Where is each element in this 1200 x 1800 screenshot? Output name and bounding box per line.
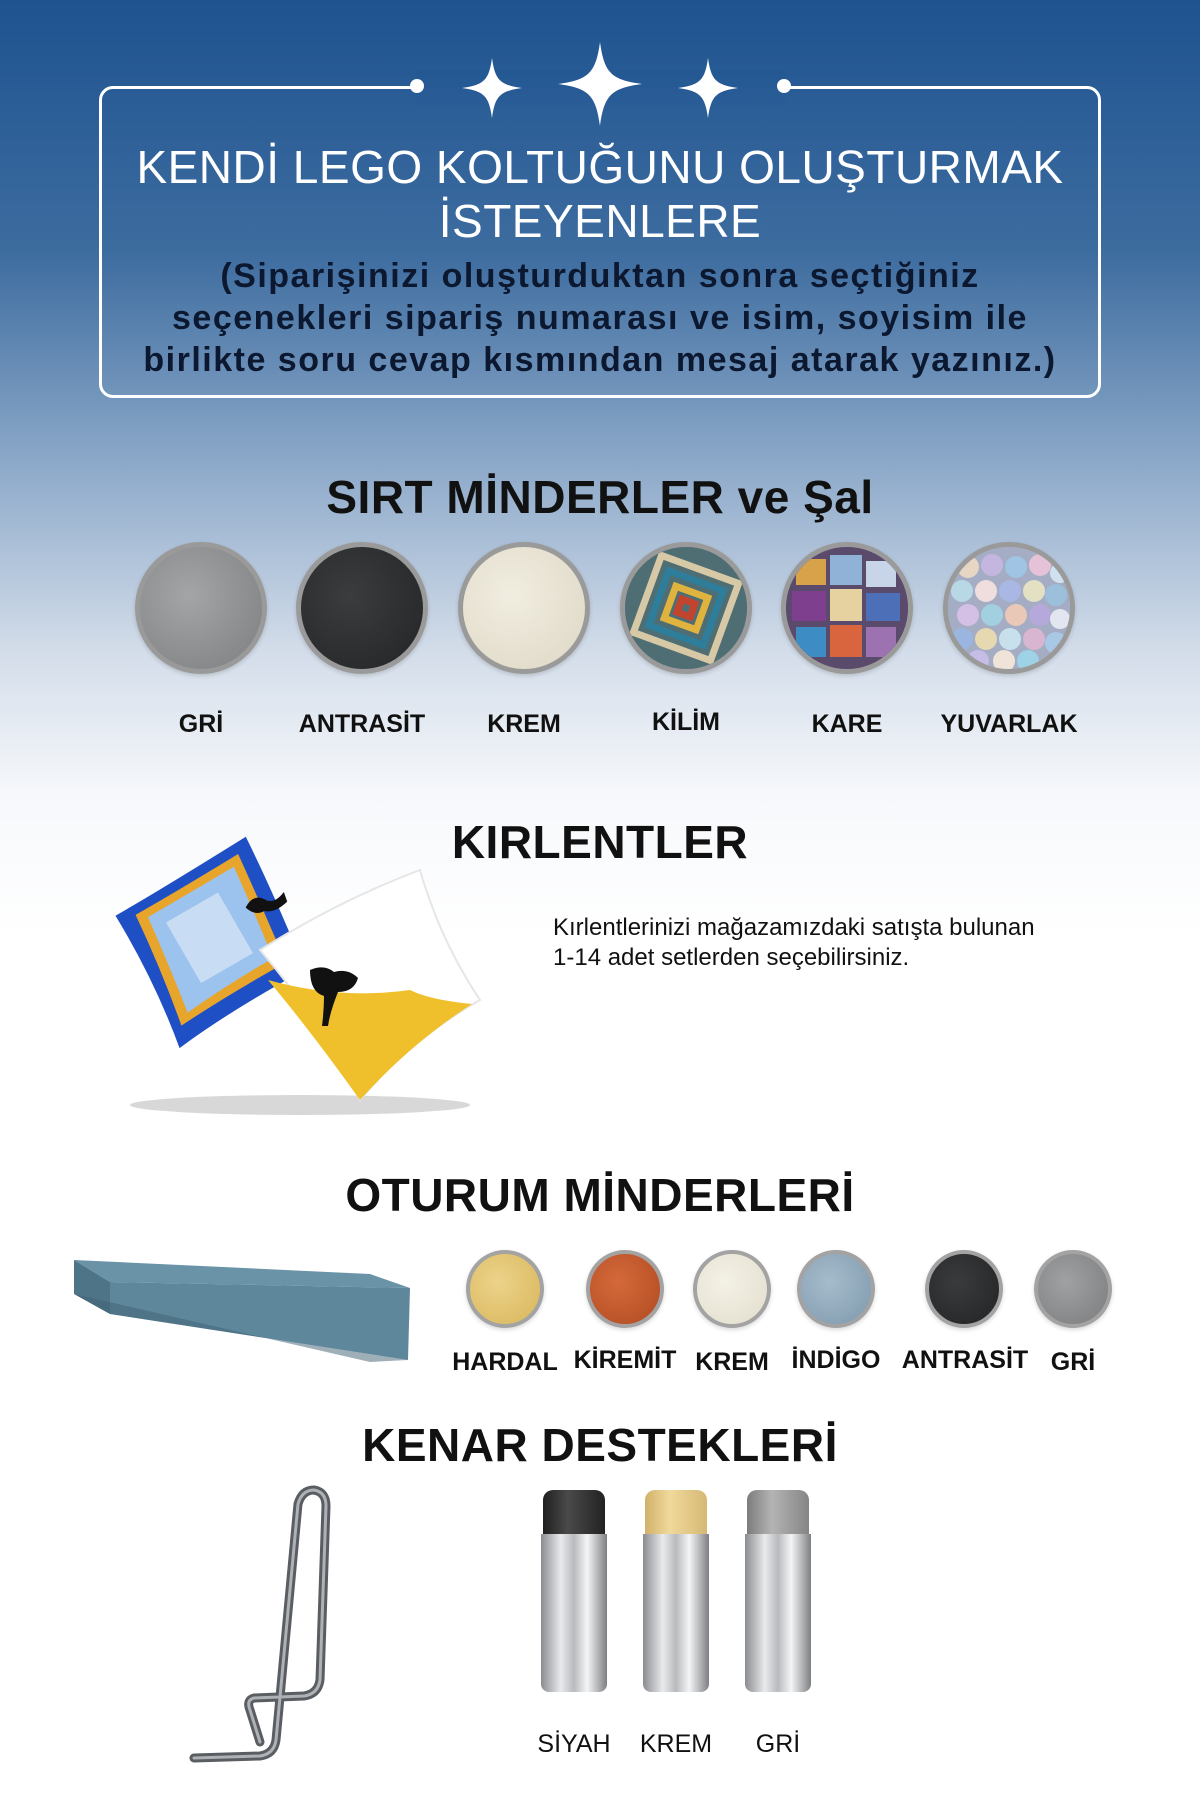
pillows-description [553,913,1113,973]
kilim-pattern-icon [625,547,747,669]
seat-swatch-kiremit[interactable] [586,1250,664,1328]
seat-label-krem: KREM [695,1348,769,1376]
header-subtitle-line2: seçenekleri sipariş numarası ve isim, soyisim ile [172,299,1028,337]
side-supports-title: KENAR DESTEKLERİ [362,1419,838,1471]
sparkle-left-icon [462,58,522,118]
back-swatch-krem[interactable] [458,542,590,674]
seat-label-gri: GRİ [1050,1348,1096,1376]
seat-label-kiremit: KİREMİT [573,1346,677,1374]
back-swatch-yuvarlak[interactable] [943,542,1075,674]
seat-swatch-antrasit[interactable] [925,1250,1003,1328]
can-cap-krem [645,1490,707,1536]
back-swatch-antrasit[interactable] [296,542,428,674]
header-subtitle-line3: birlikte soru cevap kısmından mesaj atarak yazınız.) [143,341,1057,379]
seat-label-hardal: HARDAL [452,1348,558,1376]
header-title [120,140,1080,248]
back-cushions-title: SIRT MİNDERLER ve Şal [326,471,874,523]
header-dot-left [410,79,424,93]
back-swatch-kilim[interactable] [620,542,752,674]
seat-label-antrasit: ANTRASİT [901,1346,1029,1374]
can-cap-gri [747,1490,809,1536]
pillows-description-line1: Kırlentlerinizi mağazamızdaki satışta bulunan [553,914,1035,941]
seat-swatch-hardal[interactable] [466,1250,544,1328]
pillows-description-line2: 1-14 adet setlerden seçebilirsiniz. [553,944,910,971]
side-label-gri: GRİ [755,1730,801,1758]
sparkle-right-icon [678,58,738,118]
side-label-krem: KREM [639,1730,713,1758]
seat-swatch-gri[interactable] [1034,1250,1112,1328]
back-label-yuvarlak: YUVARLAK [940,710,1078,738]
seat-swatch-krem[interactable] [693,1250,771,1328]
back-label-gri: GRİ [178,710,224,738]
back-swatch-kare[interactable] [781,542,913,674]
can-body-gri [745,1534,811,1692]
can-body-krem [643,1534,709,1692]
back-label-krem: KREM [487,710,561,738]
can-body-siyah [541,1534,607,1692]
seat-label-indigo: İNDİGO [791,1346,881,1374]
sparkle-center-icon [558,42,642,126]
side-support-can-gri[interactable] [745,1490,811,1696]
pillows-image [110,820,490,1120]
header-subtitle-line1: (Siparişinizi oluşturduktan sonra seçtiğiniz [220,257,980,295]
yuvarlak-pattern-icon [948,547,1070,669]
seat-cushions-title: OTURUM MİNDERLERİ [345,1169,855,1221]
back-label-antrasit: ANTRASİT [298,710,426,738]
kare-pattern-icon [786,547,908,669]
side-support-can-siyah[interactable] [541,1490,607,1696]
header-title-line2: İSTEYENLERE [438,195,762,247]
header-dot-right [777,79,791,93]
side-label-siyah: SİYAH [537,1730,611,1758]
back-swatch-gri[interactable] [135,542,267,674]
back-label-kare: KARE [811,710,883,738]
seat-cushion-image [70,1252,415,1364]
header-title-line1: KENDİ LEGO KOLTUĞUNU OLUŞTURMAK [136,141,1064,193]
side-support-can-krem[interactable] [643,1490,709,1696]
seat-swatch-indigo[interactable] [797,1250,875,1328]
back-label-kilim: KİLİM [651,708,721,736]
pillows-title: KIRLENTLER [451,816,749,868]
header-subtitle [120,255,1080,381]
can-cap-siyah [543,1490,605,1536]
side-support-frame-image [180,1480,380,1770]
